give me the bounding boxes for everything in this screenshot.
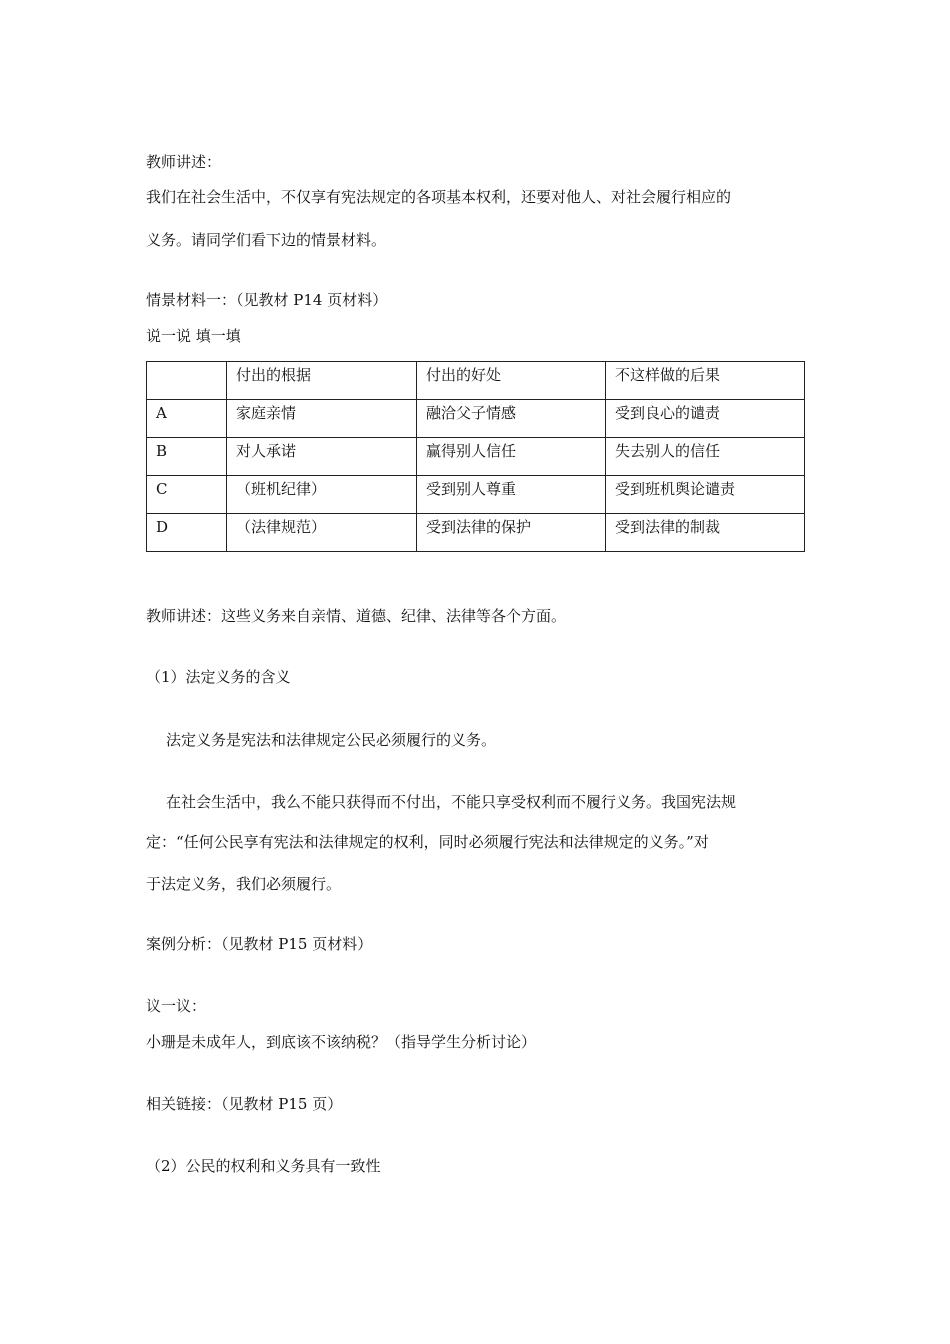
table-cell: （法律规范） xyxy=(227,514,417,552)
discuss-heading: 议一议： xyxy=(146,997,207,1015)
case-analysis: 案例分析：（见教材 P15 页材料） xyxy=(146,935,373,953)
table-cell: 受到良心的谴责 xyxy=(606,400,805,438)
table-cell: 受到法律的制裁 xyxy=(606,514,805,552)
table-cell: 受到班机舆论谴责 xyxy=(606,476,805,514)
table-header-row xyxy=(147,362,805,400)
paragraph-line-2: 定：“任何公民享有宪法和法律规定的权利，同时必须履行宪法和法律规定的义务。”对 xyxy=(146,833,709,851)
table-cell: A xyxy=(147,400,227,438)
table-row xyxy=(147,400,805,438)
definition-text: 法定义务是宪法和法律规定公民必须履行的义务。 xyxy=(166,731,497,749)
teacher-heading: 教师讲述： xyxy=(146,153,222,171)
paragraph-line-3: 于法定义务，我们必须履行。 xyxy=(146,875,342,893)
discussion-question: 小珊是未成年人，到底该不该纳税？（指导学生分析讨论） xyxy=(146,1033,537,1051)
section-heading-1: （1）法定义务的含义 xyxy=(146,668,291,686)
obligation-table xyxy=(146,361,805,552)
table-row xyxy=(147,476,805,514)
table-cell: D xyxy=(147,514,227,552)
table-header-cell xyxy=(147,362,227,400)
section-heading-2: （2）公民的权利和义务具有一致性 xyxy=(146,1157,381,1175)
teacher-note: 教师讲述：这些义务来自亲情、道德、纪律、法律等各个方面。 xyxy=(146,607,567,625)
table-cell: （班机纪律） xyxy=(227,476,417,514)
table-cell: 融洽父子情感 xyxy=(417,400,606,438)
scenario-material-1: 情景材料一：（见教材 P14 页材料） xyxy=(146,291,388,309)
intro-line-1: 我们在社会生活中，不仅享有宪法规定的各项基本权利，还要对他人、对社会履行相应的 xyxy=(146,188,732,206)
table-cell: 受到法律的保护 xyxy=(417,514,606,552)
table-cell: 失去别人的信任 xyxy=(606,438,805,476)
intro-line-2: 义务。请同学们看下边的情景材料。 xyxy=(146,231,387,249)
table-cell: 对人承诺 xyxy=(227,438,417,476)
table-cell: B xyxy=(147,438,227,476)
table-cell: 家庭亲情 xyxy=(227,400,417,438)
related-link: 相关链接：（见教材 P15 页） xyxy=(146,1095,343,1113)
table-cell: 赢得别人信任 xyxy=(417,438,606,476)
table-cell: 受到别人尊重 xyxy=(417,476,606,514)
table-row xyxy=(147,438,805,476)
paragraph-line-1: 在社会生活中，我么不能只获得而不付出，不能只享受权利而不履行义务。我国宪法规 xyxy=(166,793,737,811)
table-header-cell: 付出的根据 xyxy=(227,362,417,400)
table-header-cell: 付出的好处 xyxy=(417,362,606,400)
table-header-cell: 不这样做的后果 xyxy=(606,362,805,400)
say-fill-heading: 说一说 填一填 xyxy=(146,327,241,345)
table-row xyxy=(147,514,805,552)
table-cell: C xyxy=(147,476,227,514)
